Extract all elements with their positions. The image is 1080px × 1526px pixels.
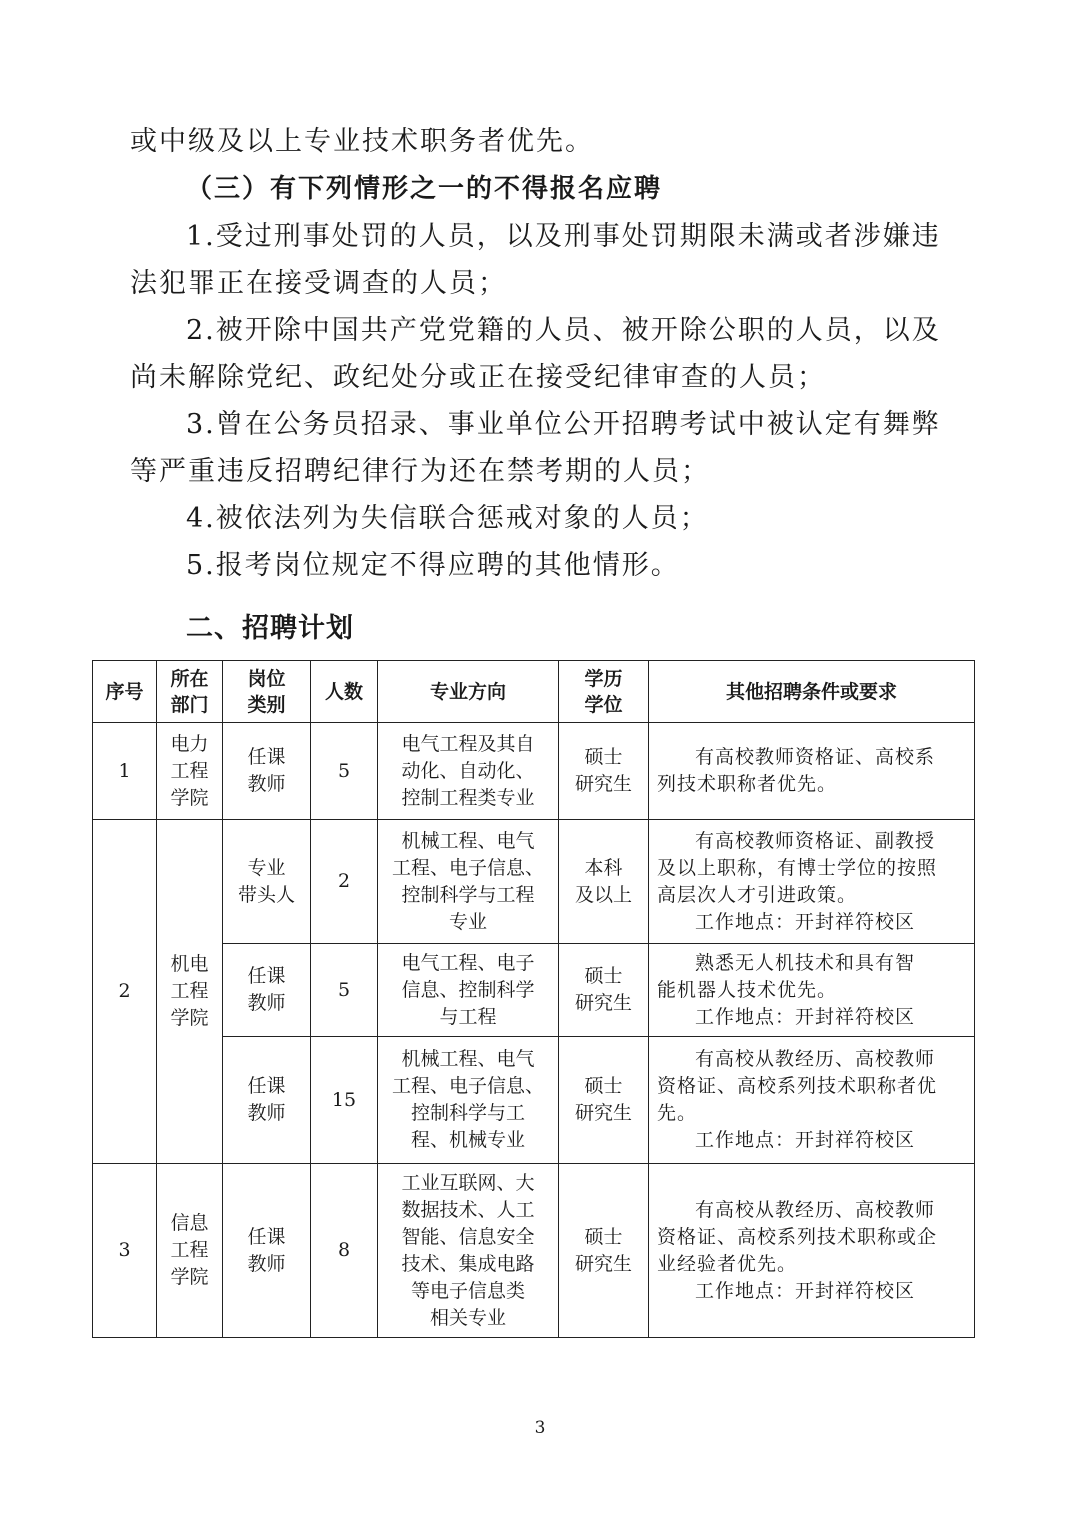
cell-post-type: 专业 带头人 — [223, 820, 311, 944]
cell-no: 2 — [93, 820, 157, 1164]
list-item-3 — [130, 401, 960, 495]
table-row — [93, 944, 975, 1037]
recruitment-plan-table — [92, 660, 975, 1338]
cell-major: 电气工程及其自 动化、自动化、 控制工程类专业 — [378, 723, 559, 820]
table-row — [93, 820, 975, 944]
cell-no: 1 — [93, 723, 157, 820]
page-number: 3 — [534, 1418, 546, 1438]
list-item-4 — [130, 495, 960, 542]
text-line: 4.被依法列为失信联合惩戒对象的人员； — [186, 503, 709, 534]
cell-degree: 硕士 研究生 — [559, 944, 649, 1037]
cell-count: 8 — [311, 1164, 378, 1338]
cell-count: 5 — [311, 944, 378, 1037]
subsection-heading — [130, 166, 960, 213]
header-post-type: 岗位 类别 — [223, 661, 311, 723]
cell-degree: 硕士 研究生 — [559, 723, 649, 820]
cell-post-type: 任课 教师 — [223, 1164, 311, 1338]
cell-post-type: 任课 教师 — [223, 1037, 311, 1164]
cell-requirements: 有高校教师资格证、副教授 及以上职称，有博士学位的按照 高层次人才引进政策。 工作地点：开封祥符校区 — [649, 820, 975, 944]
heading-text: （三）有下列情形之一的不得报名应聘 — [186, 174, 663, 204]
cell-requirements: 有高校从教经历、高校教师 资格证、高校系列技术职称或企 业经验者优先。 工作地点：开封祥符校区 — [649, 1164, 975, 1338]
text-line: 或中级及以上专业技术职务者优先。 — [130, 126, 594, 157]
cell-post-type: 任课 教师 — [223, 723, 311, 820]
cell-post-type: 任课 教师 — [223, 944, 311, 1037]
table-row — [93, 723, 975, 820]
cell-no: 3 — [93, 1164, 157, 1338]
cell-major: 电气工程、电子 信息、控制科学 与工程 — [378, 944, 559, 1037]
header-major: 专业方向 — [378, 661, 559, 723]
text-line: 5.报考岗位规定不得应聘的其他情形。 — [186, 550, 680, 581]
cell-requirements: 熟悉无人机技术和具有智 能机器人技术优先。 工作地点：开封祥符校区 — [649, 944, 975, 1037]
table-row — [93, 1037, 975, 1164]
cell-requirements: 有高校教师资格证、高校系 列技术职称者优先。 — [649, 723, 975, 820]
text-line: 等严重违反招聘纪律行为还在禁考期的人员； — [130, 456, 710, 487]
cell-degree: 本科 及以上 — [559, 820, 649, 944]
table-header-row — [93, 661, 975, 723]
cell-major: 机械工程、电气 工程、电子信息、 控制科学与工 程、机械专业 — [378, 1037, 559, 1164]
list-item-5 — [130, 542, 960, 589]
header-degree: 学历 学位 — [559, 661, 649, 723]
cell-department: 信息 工程 学院 — [157, 1164, 223, 1338]
cell-major: 工业互联网、大 数据技术、人工 智能、信息安全 技术、集成电路 等电子信息类 相关专业 — [378, 1164, 559, 1338]
cell-count: 5 — [311, 723, 378, 820]
cell-count: 2 — [311, 820, 378, 944]
text-line: 法犯罪正在接受调查的人员； — [130, 268, 507, 299]
text-line: 2.被开除中国共产党党籍的人员、被开除公职的人员，以及 — [186, 315, 941, 346]
paragraph-continuation — [130, 118, 960, 165]
header-count: 人数 — [311, 661, 378, 723]
cell-major: 机械工程、电气 工程、电子信息、 控制科学与工程 专业 — [378, 820, 559, 944]
cell-degree: 硕士 研究生 — [559, 1164, 649, 1338]
text-line: 3.曾在公务员招录、事业单位公开招聘考试中被认定有舞弊 — [186, 409, 941, 440]
cell-department: 机电 工程 学院 — [157, 820, 223, 1164]
cell-requirements: 有高校从教经历、高校教师 资格证、高校系列技术职称者优 先。 工作地点：开封祥符校区 — [649, 1037, 975, 1164]
table-row — [93, 1164, 975, 1338]
text-line: 1.受过刑事处罚的人员，以及刑事处罚期限未满或者涉嫌违 — [186, 221, 941, 252]
list-item-2 — [130, 307, 960, 401]
header-department: 所在 部门 — [157, 661, 223, 723]
header-no: 序号 — [93, 661, 157, 723]
text-line: 尚未解除党纪、政纪处分或正在接受纪律审查的人员； — [130, 362, 826, 393]
cell-degree: 硕士 研究生 — [559, 1037, 649, 1164]
cell-department: 电力 工程 学院 — [157, 723, 223, 820]
cell-count: 15 — [311, 1037, 378, 1164]
header-requirements: 其他招聘条件或要求 — [649, 661, 975, 723]
section-title: 二、招聘计划 — [186, 613, 354, 644]
list-item-1 — [130, 213, 960, 307]
